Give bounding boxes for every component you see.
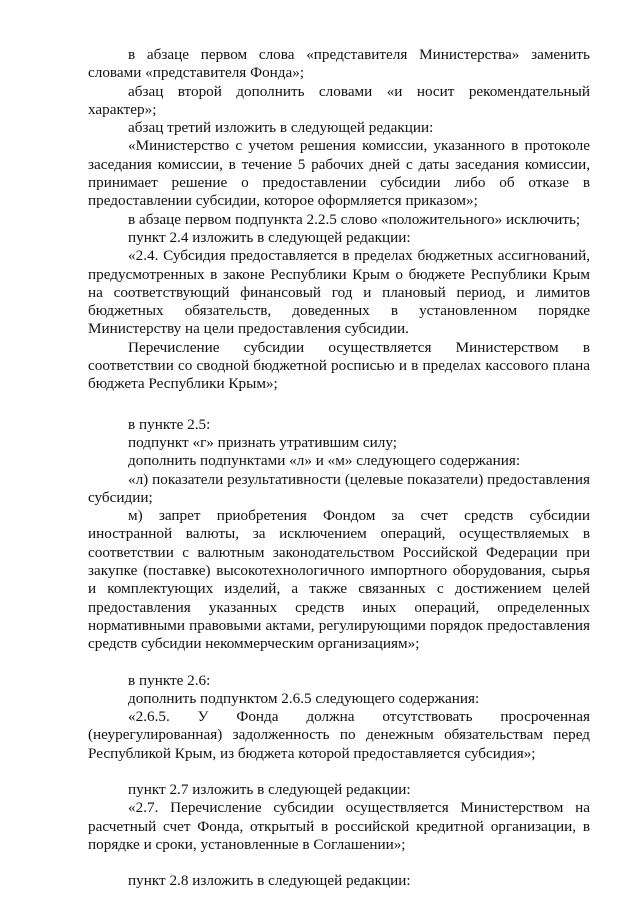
paragraph-19: пункт 2.8 изложить в следующей редакции: <box>128 872 411 890</box>
paragraph-14: в пункте 2.6: <box>128 671 211 689</box>
paragraph-8: Перечисление субсидии осуществляется Министерством в соответствии со сводной бюджетной росписью и в пределах кассового плана бюджета Республики Крым»; <box>88 338 590 393</box>
paragraph-15: дополнить подпунктом 2.6.5 следующего содержания: <box>128 689 480 707</box>
paragraph-18: «2.7. Перечисление субсидии осуществляется Министерством на расчетный счет Фонда, открытый в российской кредитной организации, в порядке и сроки, установленные в Соглашении»; <box>88 799 590 853</box>
paragraph-4: «Министерство с учетом решения комиссии, указанного в протоколе заседания комиссии, в течение 5 рабочих дней с даты заседания комиссии, принимает решение о предоставлении субсидии либо об отказе в предоставлении субсидии, которое оформляется приказом»; <box>88 137 590 210</box>
paragraph-9: в пункте 2.5: <box>128 415 211 433</box>
paragraph-11: дополнить подпунктами «л» и «м» следующего содержания: <box>128 452 521 470</box>
paragraph-6: пункт 2.4 изложить в следующей редакции: <box>128 228 411 246</box>
paragraph-12: «л) показатели результативности (целевые показатели) предоставления субсидии; <box>88 470 590 506</box>
document-page <box>88 46 590 890</box>
paragraph-5: в абзаце первом подпункта 2.2.5 слово «положительного» исключить; <box>128 210 581 228</box>
paragraph-7: «2.4. Субсидия предоставляется в пределах бюджетных ассигнований, предусмотренных в законе Республики Крым о бюджете Республики Крым на соответствующий финансовый год и плановый период, и лимитов бюджетных обязательств, доведенных в установленном порядке Министерству на цели предоставления субсидии. <box>88 247 590 338</box>
paragraph-3: абзац третий изложить в следующей редакции: <box>128 119 434 137</box>
paragraph-10: подпункт «г» признать утратившим силу; <box>128 433 397 451</box>
paragraph-2: абзац второй дополнить словами «и носит рекомендательный характер»; <box>88 82 590 118</box>
paragraph-16: «2.6.5. У Фонда должна отсутствовать просроченная (неурегулированная) задолженность по денежным обязательствам перед Республикой Крым, из бюджета которой предоставляется субсидия»; <box>88 708 590 762</box>
paragraph-1: в абзаце первом слова «представителя Министерства» заменить словами «представителя Фонда»; <box>88 46 590 82</box>
paragraph-13: м) запрет приобретения Фондом за счет средств субсидии иностранной валюты, за исключением операций, осуществляемых в соответствии с валютным законодательством Российской Федерации при закупке (поставке) высокотехнологичного импортного оборудования, сырья и комплектующих изделий, а также связанных с достижением целей предоставления указанных средств иных операций, определенных нормативными правовыми актами, регулирующими порядок предоставления средств субсидии некоммерческим организациям»; <box>88 507 590 653</box>
paragraph-17: пункт 2.7 изложить в следующей редакции: <box>128 780 411 798</box>
